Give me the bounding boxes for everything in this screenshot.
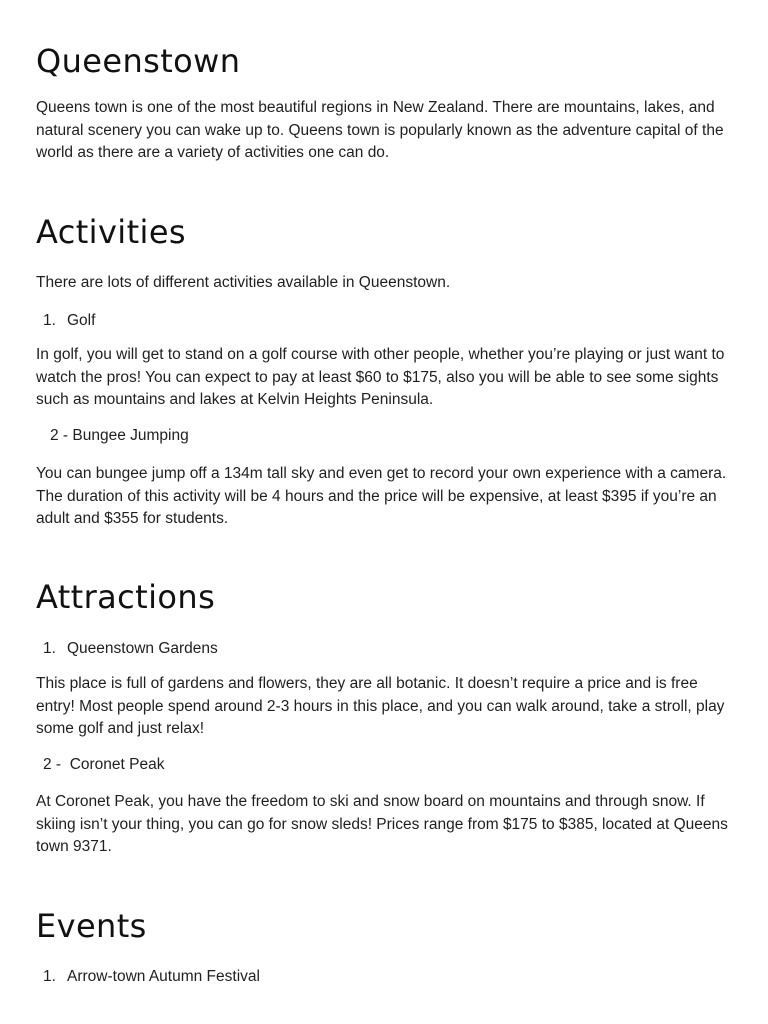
list-item-title: Arrow-town Autumn Festival [67,968,260,985]
list-number: 1. [43,968,56,985]
heading-activities: Activities [36,213,186,251]
heading-queenstown: Queenstown [36,42,241,80]
queenstown-intro-paragraph: Queens town is one of the most beautiful regions in New Zealand. There are mountains, lakes, and natural scenery you can wake up to. Queens town is popularly known as the adventure capital of the world as there are a variety of activities one can do. [36,99,724,161]
event-list-item-arrow-town-autumn-festival [36,966,436,988]
activity-list-item-bungee-jumping: 2 - Bungee Jumping [50,427,189,444]
coronet-peak-paragraph: At Coronet Peak, you have the freedom to ski and snow board on mountains and through snow. If skiing isn’t your thing, you can go for snow sleds! Prices range from $175 to $385, located at Queens town 9371. [36,793,728,855]
list-item-title: Golf [67,312,96,329]
queenstown-gardens-paragraph: This place is full of gardens and flowers, they are all botanic. It doesn’t require a price and is free entry! Most people spend around 2-3 hours in this place, and you can walk around, take a stroll, play some golf and just relax! [36,675,725,737]
heading-attractions: Attractions [36,578,216,616]
list-number: 1. [43,312,56,329]
list-item-title: Queenstown Gardens [67,640,218,657]
attraction-list-item-coronet-peak: 2 - Coronet Peak [43,756,165,773]
list-number: 1. [43,640,56,657]
activity-list-item-golf [36,310,336,332]
activities-intro-paragraph: There are lots of different activities available in Queenstown. [36,274,451,291]
bungee-jumping-paragraph: You can bungee jump off a 134m tall sky and even get to record your own experience with a camera. The duration of this activity will be 4 hours and the price will be expensive, at least $395 if you’re an adult and $355 for students. [36,465,727,527]
golf-paragraph: In golf, you will get to stand on a golf course with other people, whether you’re playing or just want to watch the pros! You can expect to pay at least $60 to $175, also you will be able to see some sights such as mountains and lakes at Kelvin Heights Peninsula. [36,346,725,408]
attraction-list-item-queenstown-gardens [36,638,336,660]
heading-events: Events [36,907,147,945]
